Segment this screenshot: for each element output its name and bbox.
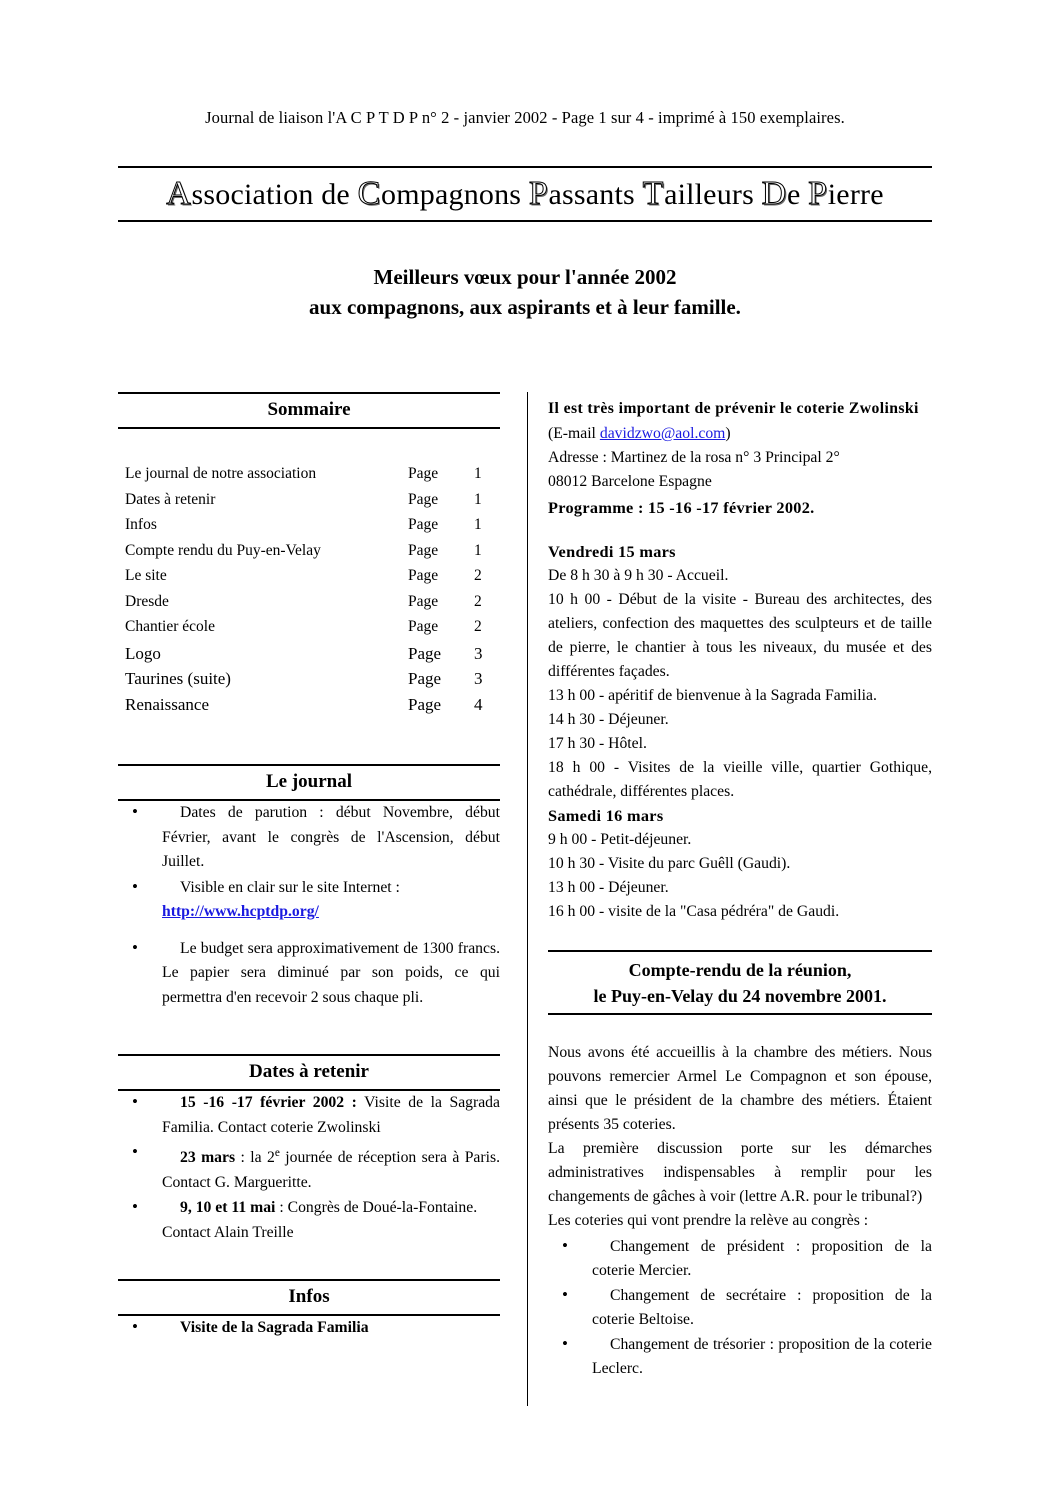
email-link[interactable]: davidzwo@aol.com <box>599 425 726 442</box>
toc-page-number: 1 <box>474 490 482 508</box>
title-cap-d: D <box>761 175 787 212</box>
section-heading-sommaire: Sommaire <box>118 392 500 429</box>
schedule-day2-line-2: 10 h 30 - Visite du parc Guêll (Gaudi). <box>548 855 791 872</box>
coterie-address-line-2: 08012 Barcelone Espagne <box>548 473 712 490</box>
schedule-day1-line-4: 14 h 30 - Déjeuner. <box>548 711 669 728</box>
title-word-passants: assants <box>548 178 635 211</box>
right-column <box>548 396 932 1382</box>
section-heading-dates-a-retenir: Dates à retenir <box>118 1054 500 1091</box>
schedule-day1-line-2: 10 h 00 - Début de la visite - Bureau des architectes, des ateliers, confection des maquettes des sculpteurs et de taille de pierre, le chantier à tous les niveaux, du musée et des différentes façades. <box>548 591 932 680</box>
section-heading-infos: Infos <box>118 1279 500 1316</box>
toc-title: Le site <box>125 567 167 584</box>
website-link[interactable]: http://www.hcptdp.org/ <box>162 903 319 920</box>
schedule-day1-line-5: 17 h 30 - Hôtel. <box>548 735 647 752</box>
table-of-contents <box>118 465 500 720</box>
schedule-day1-line-3: 13 h 00 - apéritif de bienvenue à la Sagrada Familia. <box>548 687 877 704</box>
table-row <box>118 669 500 695</box>
list-item <box>548 1235 932 1283</box>
list-item <box>118 1316 500 1341</box>
list-item <box>118 876 500 925</box>
title-cap-t: T <box>642 175 664 212</box>
page-title <box>118 168 932 220</box>
toc-page-number: 1 <box>474 541 482 559</box>
toc-page-label: Page <box>408 643 442 663</box>
toc-page-label: Page <box>408 592 439 610</box>
toc-page-label: Page <box>408 567 439 584</box>
toc-page-label: Page <box>408 490 439 508</box>
title-word-de2: e <box>786 178 801 211</box>
toc-page-label: Page <box>408 465 439 482</box>
coterie-email-line <box>548 422 932 446</box>
toc-title: Le journal de notre association <box>125 465 317 482</box>
toc-page-number: 2 <box>474 618 482 635</box>
schedule-day2-line-4: 16 h 00 - visite de la "Casa pédréra" de Gaudi. <box>548 903 840 920</box>
schedule-day1-title: Vendredi 15 mars <box>548 542 676 561</box>
title-cap-p2: P <box>808 175 828 212</box>
date-item-bold-2: 23 mars <box>180 1149 236 1167</box>
table-row <box>118 491 500 517</box>
toc-page-label: Page <box>408 618 439 635</box>
list-item <box>548 1333 932 1381</box>
section-heading-le-journal: Le journal <box>118 764 500 801</box>
date-item-text-3: : Congrès de Doué-la-Fontaine. Contact Alain Treille <box>162 1199 478 1241</box>
toc-title: Infos <box>125 516 157 533</box>
list-item <box>548 1284 932 1332</box>
left-column <box>118 392 500 1342</box>
toc-title: Chantier école <box>125 618 215 635</box>
date-item-bold-1: 15 -16 -17 février 2002 : <box>180 1094 357 1111</box>
compte-rendu-bullet-2: Changement de secrétaire : proposition de la coterie Beltoise. <box>592 1287 932 1328</box>
schedule-day1-line-6: 18 h 00 - Visites de la vieille ville, quartier Gothique, cathédrale, différentes places. <box>548 759 932 800</box>
compte-rendu-heading-line-2: le Puy-en-Velay du 24 novembre 2001. <box>593 986 887 1006</box>
toc-title: Dates à retenir <box>125 490 216 508</box>
toc-page-number: 4 <box>474 694 483 714</box>
list-item <box>118 1091 500 1140</box>
toc-title: Taurines (suite) <box>125 669 231 688</box>
table-row <box>118 644 500 670</box>
greeting-block <box>118 262 932 322</box>
toc-page-number: 1 <box>474 516 482 533</box>
date-item-text-1: Visite de la Sagrada Familia. Contact coterie Zwolinski <box>162 1094 500 1136</box>
list-item <box>118 1196 500 1245</box>
table-row <box>118 516 500 542</box>
coterie-notice: Il est très important de prévenir le coterie Zwolinski <box>548 400 919 417</box>
title-word-compagnons: ompagnons <box>381 178 522 211</box>
infos-bullet-list <box>118 1316 500 1341</box>
coterie-programme: Programme : 15 -16 -17 février 2002. <box>548 498 815 517</box>
schedule-day2-title: Samedi 16 mars <box>548 806 664 825</box>
toc-page-number: 1 <box>474 465 482 482</box>
table-row <box>118 695 500 721</box>
table-row <box>118 465 500 491</box>
title-word-association: ssociation <box>191 178 314 211</box>
toc-page-number: 2 <box>474 567 482 584</box>
le-journal-bullet-list <box>118 801 500 1010</box>
schedule-day2-line-1: 9 h 00 - Petit-déjeuner. <box>548 831 692 848</box>
list-item <box>118 937 500 1011</box>
date-item-text-2a: : la 2 <box>235 1149 275 1167</box>
date-item-bold-3: 9, 10 et 11 mai <box>180 1199 276 1217</box>
schedule-day1-line-1: De 8 h 30 à 9 h 30 - Accueil. <box>548 567 729 584</box>
le-journal-bullet-1: Dates de parution : début Novembre, début Février, avant le congrès de l'Ascension, début Juillet. <box>162 804 500 870</box>
title-word-pierre: ierre <box>827 178 884 211</box>
compte-rendu-paragraph-2: La première discussion porte sur les démarches administratives indispensables à remplir pour les changements de gâches à voir (lettre A.R. pour le tribunal?) <box>548 1140 932 1205</box>
date-item-text-2b: journée de réception sera à Paris. Contact G. Margueritte. <box>162 1149 500 1191</box>
le-journal-bullet-2: Visible en clair sur le site Internet : <box>180 878 400 896</box>
dates-bullet-list <box>118 1091 500 1245</box>
email-suffix: ) <box>725 425 731 442</box>
greeting-line-2: aux compagnons, aux aspirants et à leur famille. <box>309 295 741 319</box>
schedule-day2-line-3: 13 h 00 - Déjeuner. <box>548 879 669 896</box>
coterie-address-line-1: Adresse : Martinez de la rosa n° 3 Principal 2° <box>548 449 840 466</box>
infos-item-1: Visite de la Sagrada Familia <box>180 1319 369 1337</box>
column-divider <box>527 392 528 1406</box>
toc-title: Logo <box>125 643 161 663</box>
toc-page-number: 3 <box>474 669 483 688</box>
email-prefix: (E-mail <box>548 425 600 442</box>
compte-rendu-bullet-1: Changement de président : proposition de la coterie Mercier. <box>592 1238 932 1279</box>
toc-page-number: 2 <box>474 592 482 610</box>
title-word-de: de <box>321 178 350 211</box>
title-cap-c: C <box>357 175 381 212</box>
masthead-title-block <box>118 166 932 222</box>
section-heading-compte-rendu <box>548 950 932 1015</box>
compte-rendu-heading-line-1: Compte-rendu de la réunion, <box>628 960 852 980</box>
list-item <box>118 1141 500 1195</box>
greeting-line-1: Meilleurs vœux pour l'année 2002 <box>373 265 677 289</box>
compte-rendu-bullet-list <box>548 1235 932 1381</box>
toc-page-label: Page <box>408 516 439 533</box>
table-row <box>118 618 500 644</box>
title-word-tailleurs: ailleurs <box>664 178 754 211</box>
le-journal-bullet-3: Le budget sera approximativement de 1300 francs. Le papier sera diminué par son poids, ce qui permettra d'en recevoir 2 sous chaque pli. <box>162 939 500 1006</box>
table-row <box>118 567 500 593</box>
toc-page-label: Page <box>408 669 442 688</box>
toc-title: Dresde <box>125 592 169 610</box>
table-row <box>118 593 500 619</box>
date-item-ordinal-sup: e <box>274 1147 280 1159</box>
compte-rendu-paragraph-1: Nous avons été accueillis à la chambre des métiers. Nous pouvons remercier Armel Le Compagnon et son épouse, ainsi que le président de la chambre des métiers. Étaient présents 35 coteries. <box>548 1044 932 1133</box>
table-row <box>118 542 500 568</box>
title-cap-p1: P <box>528 175 548 212</box>
toc-page-label: Page <box>408 541 439 559</box>
toc-title: Renaissance <box>125 694 210 714</box>
toc-page-label: Page <box>408 694 442 714</box>
toc-page-number: 3 <box>474 643 483 663</box>
masthead-issue-line: Journal de liaison l'A C P T D P n° 2 - janvier 2002 - Page 1 sur 4 - imprimé à 150 exemplaires. <box>205 108 845 127</box>
title-cap-a: A <box>166 175 192 212</box>
list-item <box>118 801 500 875</box>
compte-rendu-paragraph-3: Les coteries qui vont prendre la relève au congrès : <box>548 1212 869 1229</box>
compte-rendu-bullet-3: Changement de trésorier : proposition de la coterie Leclerc. <box>592 1336 932 1377</box>
toc-title: Compte rendu du Puy-en-Velay <box>125 541 321 559</box>
